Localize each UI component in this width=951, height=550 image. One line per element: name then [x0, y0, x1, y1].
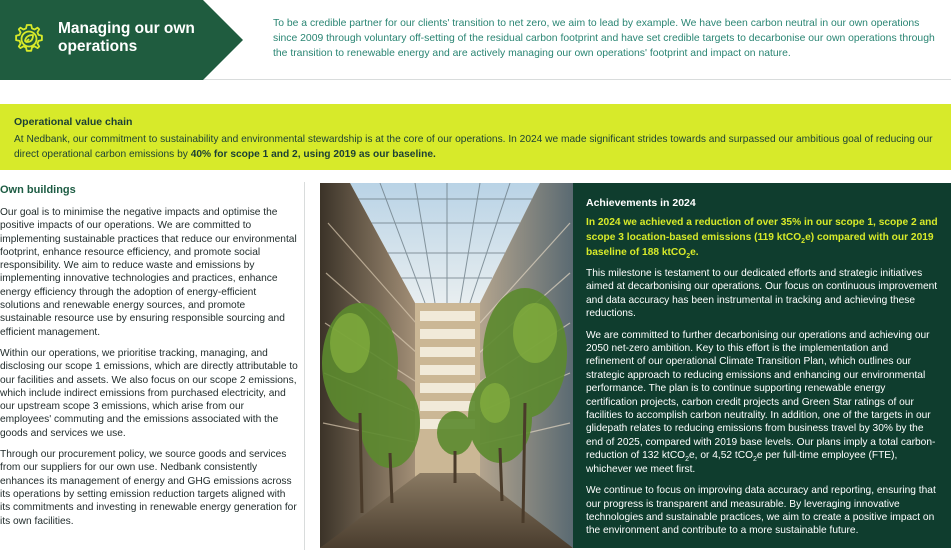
section-tag [0, 0, 243, 80]
achievements-lead [586, 215, 938, 260]
own-buildings-column [0, 182, 305, 550]
subscript-2: 2 [685, 456, 690, 464]
achievements-paragraph-part: We are committed to further decarbonising our operations and achieving our 2050 net-zero ambition. Key to this effort is the implementation and refinement of our operational Climate Transition Plan, which outlines our strategic approach to reducing emissions and enhancing our environmental performance. The plan is to continue supporting renewable energy certification projects, carbon credit projects and Green Star ratings of our facilities to accomplish carbon neutrality. In addition, one of the targets in our glidepath relates to reducing emissions from business travel by 30% by the end of 2025, compared with 2019 base levels. Our plans imply a total carbon-reduction of 132 ktCO [586, 329, 936, 462]
section-header [0, 0, 951, 80]
achievements-panel [573, 183, 951, 548]
achievements-paragraph [586, 329, 938, 476]
gear-leaf-icon [12, 22, 46, 56]
section-title: Managing our own operations [58, 20, 195, 55]
ovc-text [14, 133, 939, 162]
achievements-paragraph-part: e, or 4,52 tCO [689, 450, 754, 462]
own-buildings-body [0, 206, 298, 536]
subscript-2: 2 [801, 238, 806, 246]
achievements-lead-part: e. [690, 247, 699, 258]
achievements-paragraph: This milestone is testament to our dedicated efforts and strategic initiatives aimed at decarbonising our operations. Our focus on continuous improvement and data accuracy has been instrumental in tracking and achieving these reductions. [586, 268, 938, 320]
subscript-2: 2 [686, 253, 691, 261]
achievements-lead-part: In 2024 we achieved a reduction of over 35% in our scope 1, scope 2 and scope 3 location-based emissions (119 ktCO [586, 217, 938, 243]
own-buildings-paragraph: Our goal is to minimise the negative impacts and optimise the positive impacts of our operations. We are committed to implementing sustainable practices that reduce our environmental footprint, enhance resource efficiency, and promote social responsibility. We aim to reduce waste and emissions by implementing innovative technologies and practices, enhance energy efficiency through the adoption of energy-efficient solutions and renewable energy sources, and promote sustainable resource use by ensuring responsible sourcing and efficient management. [0, 207, 297, 338]
achievements-paragraph: We continue to focus on improving data accuracy and reporting, ensuring that our progress is transparent and measurable. By leveraging innovative technologies and sustainable practices, we aim to create a positive impact on the environment and contribute to a more sustainable future. [586, 485, 936, 537]
achievements-paragraph-part: e per full-time employee (FTE), whichever we meet first. [586, 450, 898, 475]
own-buildings-heading: Own buildings [0, 184, 76, 196]
operational-value-chain-box [0, 104, 951, 170]
subscript-2: 2 [753, 456, 757, 464]
achievements-lead-part: e) compared with our 2019 baseline of 188 ktCO [586, 232, 934, 258]
achievements-title: Achievements in 2024 [586, 197, 696, 209]
section-intro: To be a credible partner for our clients' transition to net zero, we aim to lead by example. We have been carbon neutral in our own operations since 2009 through voluntary off-setting of the residual carbon footprint and have set credible targets to decarbonise our own operations through the transition to renewable energy and are actively managing our own operations' footprint and impact on nature. [273, 18, 935, 59]
atrium-illustration [320, 183, 573, 548]
atrium-with-trees-photo [320, 183, 573, 548]
ovc-title: Operational value chain [14, 116, 133, 128]
ovc-text-regular: At Nedbank, our commitment to sustainability and environmental stewardship is at the core of our operations. In 2024 we made significant strides towards and surpassed our ambitious goal of reducing our direct operational carbon emissions by [14, 134, 933, 160]
own-buildings-paragraph: Within our operations, we prioritise tracking, managing, and disclosing our scope 1 emissions, which are directly attributable to our facilities and assets. We also focus on our scope 2 emissions, which include indirect emissions from purchased electricity, and our upstream scope 3 emissions, which arise from our employees' commuting and the emissions associated with the goods and services we use. [0, 347, 298, 439]
own-buildings-paragraph: Through our procurement policy, we source goods and services from our suppliers for our own use. Nedbank consistently enhances its management of energy and GHG emissions across its operations by setting emission reduction targets aligned with its commitments and investing in renewable energy generation for its own facilities. [0, 449, 297, 527]
ovc-text-bold: 40% for scope 1 and 2, using 2019 as our baseline. [190, 148, 436, 160]
